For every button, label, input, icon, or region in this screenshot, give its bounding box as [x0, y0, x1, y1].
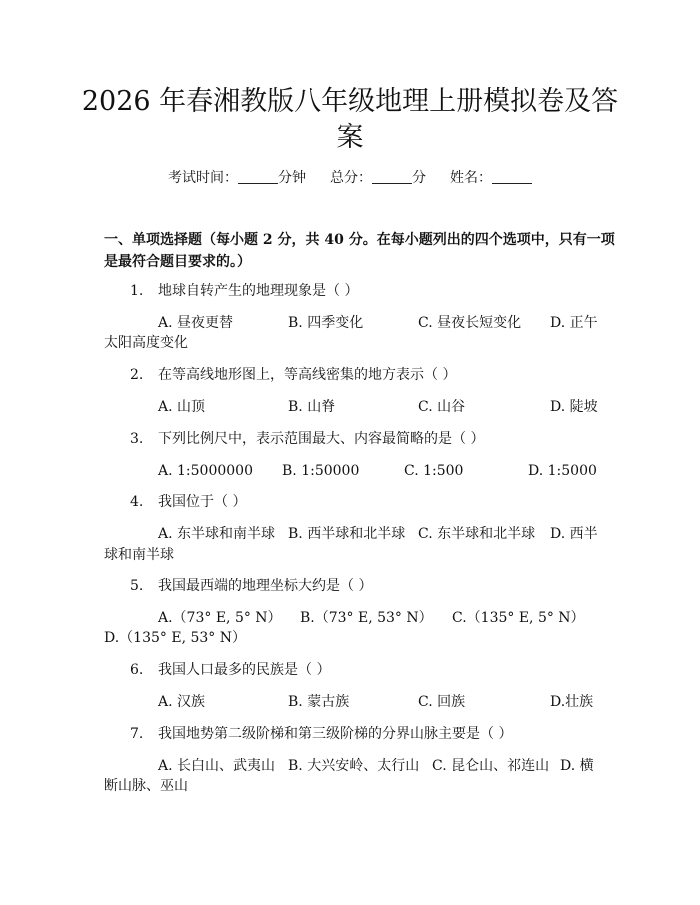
section-heading	[104, 229, 615, 273]
question-stem: 下列比例尺中，表示范围最大、内容最简略的是（ ）	[158, 431, 485, 447]
question-stem: 地球自转产生的地理现象是（ ）	[158, 283, 359, 299]
exam-time-blank[interactable]	[238, 169, 278, 184]
option-a: A. 汉族	[158, 694, 206, 710]
question-number: 7.	[130, 726, 144, 742]
option-c: C. 山谷	[418, 399, 466, 415]
question-number: 6.	[130, 662, 144, 678]
option-d-continued: 太阳高度变化	[104, 335, 188, 351]
option-a: A. 昼夜更替	[158, 315, 234, 331]
option-d: D.壮族	[550, 694, 594, 710]
total-score-unit: 分	[412, 170, 426, 186]
option-b: B.（73° E, 53° N）	[300, 610, 433, 626]
option-d-continued: 断山脉、巫山	[104, 778, 188, 794]
exam-title-line-2: 案	[336, 122, 364, 153]
option-c: C. 昆仑山、祁连山	[432, 758, 550, 774]
question-stem: 我国最西端的地理坐标大约是（ ）	[158, 578, 373, 594]
option-a: A. 山顶	[158, 399, 206, 415]
option-d-continued: 球和南半球	[104, 547, 174, 563]
option-b: B. 山脊	[288, 399, 336, 415]
question-stem: 我国位于（ ）	[158, 494, 247, 510]
question-stem: 我国地势第二级阶梯和第三级阶梯的分界山脉主要是（ ）	[158, 726, 513, 742]
option-b: B. 四季变化	[288, 315, 364, 331]
question-number: 2.	[130, 367, 144, 383]
option-c: C.（135° E, 5° N）	[452, 610, 585, 626]
total-score-label: 总分：	[330, 170, 372, 186]
option-d: D.（135° E, 53° N）	[104, 630, 246, 646]
option-c: C. 昼夜长短变化	[418, 315, 522, 331]
option-c: C. 东半球和北半球	[418, 526, 536, 542]
option-a: A. 长白山、武夷山	[158, 758, 276, 774]
option-d: D. 陡坡	[550, 399, 598, 415]
option-a: A. 1:5000000	[158, 463, 253, 479]
option-d: D. 1:5000	[528, 463, 597, 479]
total-score-blank[interactable]	[372, 169, 412, 184]
question-number: 1.	[130, 283, 144, 299]
option-b: B. 大兴安岭、太行山	[288, 758, 420, 774]
option-b: B. 1:50000	[282, 463, 360, 479]
option-c: C. 回族	[418, 694, 466, 710]
student-name-label: 姓名：	[450, 170, 492, 186]
question-number: 3.	[130, 431, 144, 447]
option-a: A. 东半球和南半球	[158, 526, 276, 542]
exam-meta-line	[0, 168, 700, 188]
question-number: 4.	[130, 494, 144, 510]
student-name-blank[interactable]	[492, 169, 532, 184]
exam-time-label: 考试时间：	[168, 170, 238, 186]
option-d: D. 西半	[550, 526, 598, 542]
section-heading-line-1: 一、单项选择题（每小题 2 分，共 40 分。在每小题列出的四个选项中，只有一项	[104, 232, 615, 248]
question-stem: 在等高线地形图上，等高线密集的地方表示（ ）	[158, 367, 457, 383]
question-number: 5.	[130, 578, 144, 594]
option-b: B. 蒙古族	[288, 694, 350, 710]
exam-title-line-1: 2026 年春湘教版八年级地理上册模拟卷及答	[81, 86, 619, 117]
exam-time-unit: 分钟	[278, 170, 306, 186]
option-b: B. 西半球和北半球	[288, 526, 406, 542]
option-a: A.（73° E, 5° N）	[158, 610, 282, 626]
question-stem: 我国人口最多的民族是（ ）	[158, 662, 331, 678]
option-d: D. 正午	[550, 315, 598, 331]
section-heading-line-2: 是最符合题目要求的。）	[104, 254, 251, 270]
option-c: C. 1:500	[404, 463, 464, 479]
option-d: D. 横	[560, 758, 594, 774]
